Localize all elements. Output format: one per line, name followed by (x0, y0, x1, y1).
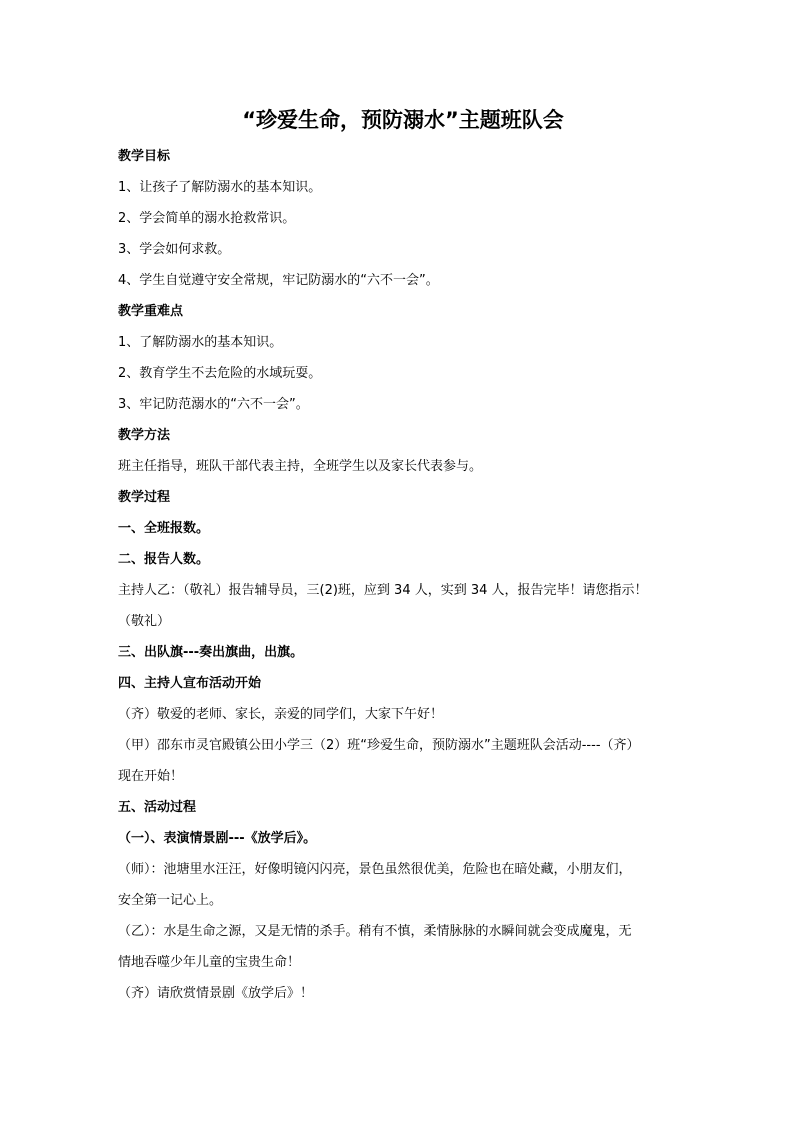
section-heading: （一）、表演情景剧---《放学后》。 (118, 831, 317, 846)
paragraph-line: 4、学生自觉遵守安全常规，牢记防溺水的“六不一会”。 (118, 273, 439, 288)
paragraph-line: （师）：池塘里水汪汪，好像明镜闪闪亮，景色虽然很优美，危险也在暗处藏，小朋友们， (118, 862, 632, 877)
paragraph-line: （甲）邵东市灵官殿镇公田小学三（2）班“珍爱生命，预防溺水”主题班队会活动----（齐） (118, 738, 640, 753)
section-heading: 五、活动过程 (118, 800, 197, 815)
paragraph-line: 2、教育学生不去危险的水域玩耍。 (118, 366, 322, 381)
paragraph-line: 3、学会如何求救。 (118, 242, 231, 257)
paragraph-line: （齐）敬爱的老师、家长，亲爱的同学们，大家下午好！ (118, 707, 444, 722)
paragraph-line: （齐）请欣赏情景剧《放学后》！ (118, 986, 314, 1001)
section-heading: 教学过程 (118, 490, 171, 505)
paragraph-line: 现在开始！ (118, 769, 184, 784)
document-body (118, 141, 688, 1009)
paragraph-line: 3、牢记防范溺水的“六不一会”。 (118, 397, 309, 412)
paragraph-line: 1、了解防溺水的基本知识。 (118, 335, 283, 350)
section-heading: 一、全班报数。 (118, 521, 210, 536)
paragraph-line: 2、学会简单的溺水抢救常识。 (118, 211, 296, 226)
paragraph-line: 情地吞噬少年儿童的宝贵生命！ (118, 955, 301, 970)
paragraph-line: 班主任指导，班队干部代表主持，全班学生以及家长代表参与。 (118, 459, 483, 474)
paragraph-line: 安全第一记心上。 (118, 893, 223, 908)
document-page (118, 100, 688, 1009)
section-heading: 教学重难点 (118, 304, 184, 319)
section-heading: 四、主持人宣布活动开始 (118, 676, 262, 691)
paragraph-line: 1、让孩子了解防溺水的基本知识。 (118, 180, 322, 195)
paragraph-line: （敬礼） (118, 614, 171, 629)
section-heading: 二、报告人数。 (118, 552, 210, 567)
section-heading: 三、出队旗---奏出旗曲，出旗。 (118, 645, 304, 660)
paragraph-line: 主持人乙：（敬礼）报告辅导员，三(2)班，应到 34 人，实到 34 人，报告完毕！请您指示！ (118, 583, 648, 598)
section-heading: 教学目标 (118, 149, 171, 164)
section-heading: 教学方法 (118, 428, 171, 443)
document-title: “珍爱生命，预防溺水”主题班队会 (242, 108, 564, 132)
paragraph-line: （乙）：水是生命之源，又是无情的杀手。稍有不慎，柔情脉脉的水瞬间就会变成魔鬼，无 (118, 924, 632, 939)
